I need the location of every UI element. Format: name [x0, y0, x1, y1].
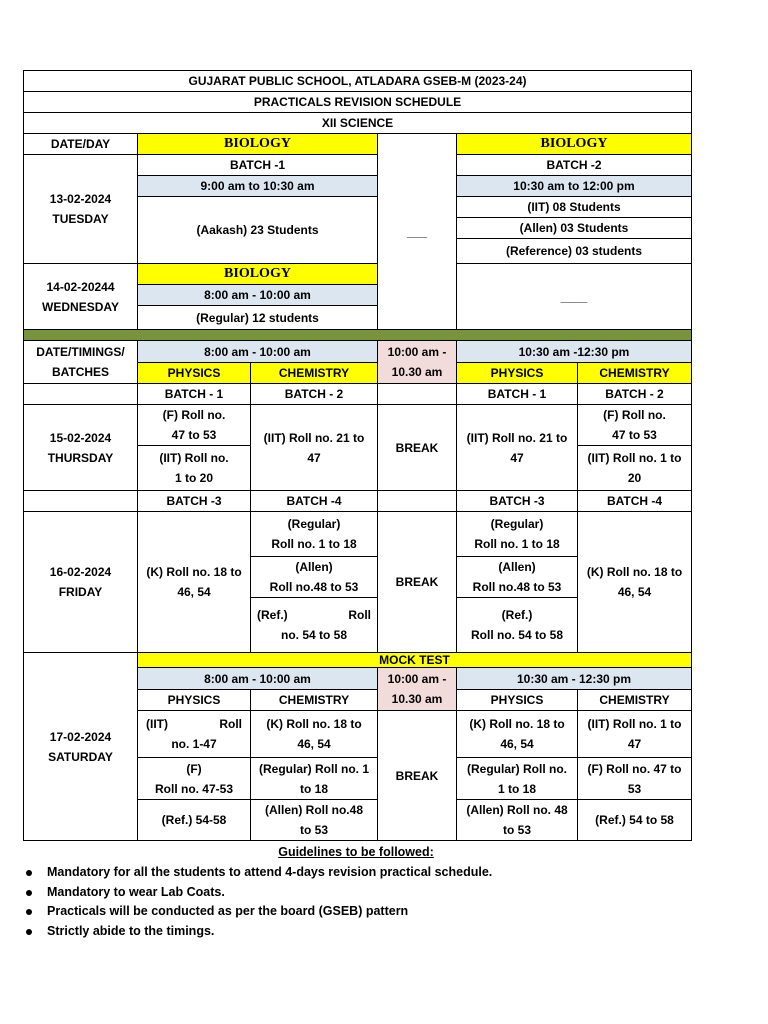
roll-cell: (K) Roll no. 18 to 46, 54 [578, 512, 692, 653]
empty-cell [378, 491, 457, 512]
break-cell: BREAK [378, 405, 457, 491]
date-cell-saturday: 17-02-2024 SATURDAY [24, 653, 138, 841]
break-cell: BREAK [378, 711, 457, 841]
guidelines-title: Guidelines to be followed: [278, 845, 434, 859]
physics-header: PHYSICS [457, 690, 578, 711]
roll-cell: (Allen) Roll no.48 to 53 [457, 557, 578, 598]
roll-cell: (Ref.) Roll no. 54 to 58 [251, 598, 378, 653]
bullet-icon [26, 929, 32, 935]
time-slot: 9:00 am to 10:30 am [138, 176, 378, 197]
roll-cell: (IIT) Roll no. 21 to 47 [251, 405, 378, 491]
roll-cell: (F) Roll no. 47 to 53 [578, 758, 692, 800]
batch-label: BATCH -4 [578, 491, 692, 512]
batch-label: BATCH -4 [251, 491, 378, 512]
mock-test-header: MOCK TEST [138, 653, 692, 668]
roll-cell: (Ref.) 54 to 58 [578, 800, 692, 841]
chemistry-header: CHEMISTRY [251, 363, 378, 384]
guideline-item: Practicals will be conducted as per the board (GSEB) pattern [0, 902, 768, 922]
roll-cell: (Regular) Roll no. 1 to 18 [251, 758, 378, 800]
roll-cell: (K) Roll no. 18 to 46, 54 [138, 512, 251, 653]
break-slot: 10:00 am - 10.30 am [378, 668, 457, 711]
date-cell-tuesday: 13-02-2024 TUESDAY [24, 155, 138, 264]
roll-cell: (IIT) Roll no. 1 to 20 [578, 446, 692, 491]
batch-label: BATCH -3 [457, 491, 578, 512]
school-title: GUJARAT PUBLIC SCHOOL, ATLADARA GSEB-M (2023-24) [24, 71, 692, 92]
roll-cell: (K) Roll no. 18 to 46, 54 [251, 711, 378, 758]
roll-cell: (Ref.) Roll no. 54 to 58 [457, 598, 578, 653]
separator-cell [378, 134, 457, 330]
date-day-header: DATE/DAY [24, 134, 138, 155]
roll-cell: (Allen) Roll no. 48 to 53 [457, 800, 578, 841]
bullet-icon [26, 870, 32, 876]
physics-header: PHYSICS [138, 690, 251, 711]
empty-cell [24, 384, 138, 405]
biology-header-3: BIOLOGY [138, 264, 378, 285]
reference-group: (Reference) 03 students [457, 239, 692, 264]
empty-cell [378, 384, 457, 405]
guideline-item: Mandatory to wear Lab Coats. [0, 883, 768, 903]
break-cell: BREAK [378, 512, 457, 653]
time-slot: 8:00 am - 10:00 am [138, 341, 378, 363]
guidelines-section [0, 843, 768, 941]
class-title: XII SCIENCE [24, 113, 692, 134]
break-slot: 10:00 am - 10.30 am [378, 341, 457, 384]
time-slot: 8:00 am - 10:00 am [138, 285, 378, 306]
roll-cell: (IIT) Roll no. 21 to 47 [457, 405, 578, 491]
chemistry-header: CHEMISTRY [578, 363, 692, 384]
biology-header-2: BIOLOGY [457, 134, 692, 155]
roll-cell: (IIT) Roll no. 1 to 47 [578, 711, 692, 758]
aakash-group: (Aakash) 23 Students [138, 197, 378, 264]
schedule-title: PRACTICALS REVISION SCHEDULE [24, 92, 692, 113]
roll-cell: (IIT) Roll no. 1 to 20 [138, 446, 251, 491]
bullet-icon [26, 890, 32, 896]
biology-header-1: BIOLOGY [138, 134, 378, 155]
batch-label: BATCH - 2 [578, 384, 692, 405]
physics-header: PHYSICS [457, 363, 578, 384]
guidelines-list [0, 863, 768, 941]
regular-group: (Regular) 12 students [138, 306, 378, 330]
batch-label: BATCH - 2 [251, 384, 378, 405]
guideline-item: Mandatory for all the students to attend 4-days revision practical schedule. [0, 863, 768, 883]
schedule-table [23, 70, 692, 841]
guideline-item: Strictly abide to the timings. [0, 922, 768, 942]
bullet-icon [26, 909, 32, 915]
roll-cell: (IIT) Roll no. 1-47 [138, 711, 251, 758]
roll-cell: (Regular) Roll no. 1 to 18 [251, 512, 378, 557]
timings-header: DATE/TIMINGS/ BATCHES [24, 341, 138, 384]
chemistry-header: CHEMISTRY [251, 690, 378, 711]
batch-label: BATCH - 1 [457, 384, 578, 405]
chemistry-header: CHEMISTRY [578, 690, 692, 711]
roll-cell: (Allen) Roll no.48 to 53 [251, 557, 378, 598]
dash: ____ [560, 289, 588, 304]
date-cell-wednesday: 14-02-20244 WEDNESDAY [24, 264, 138, 330]
empty-cell [24, 491, 138, 512]
iit-group: (IIT) 08 Students [457, 197, 692, 218]
allen-group: (Allen) 03 Students [457, 218, 692, 239]
roll-cell: (F) Roll no. 47 to 53 [138, 405, 251, 446]
batch-label: BATCH -3 [138, 491, 251, 512]
roll-cell: (Allen) Roll no.48 to 53 [251, 800, 378, 841]
section-divider [24, 330, 692, 341]
empty-cell [457, 264, 692, 330]
batch-2-label: BATCH -2 [457, 155, 692, 176]
roll-cell: (K) Roll no. 18 to 46, 54 [457, 711, 578, 758]
batch-label: BATCH - 1 [138, 384, 251, 405]
dash: ___ [406, 224, 428, 239]
time-slot: 10:30 am - 12:30 pm [457, 668, 692, 690]
time-slot: 10:30 am to 12:00 pm [457, 176, 692, 197]
time-slot: 8:00 am - 10:00 am [138, 668, 378, 690]
date-cell-thursday: 15-02-2024 THURSDAY [24, 405, 138, 491]
batch-1-label: BATCH -1 [138, 155, 378, 176]
time-slot: 10:30 am -12:30 pm [457, 341, 692, 363]
physics-header: PHYSICS [138, 363, 251, 384]
roll-cell: (Ref.) 54-58 [138, 800, 251, 841]
date-cell-friday: 16-02-2024 FRIDAY [24, 512, 138, 653]
roll-cell: (Regular) Roll no. 1 to 18 [457, 758, 578, 800]
roll-cell: (F) Roll no. 47-53 [138, 758, 251, 800]
roll-cell: (Regular) Roll no. 1 to 18 [457, 512, 578, 557]
roll-cell: (F) Roll no. 47 to 53 [578, 405, 692, 446]
